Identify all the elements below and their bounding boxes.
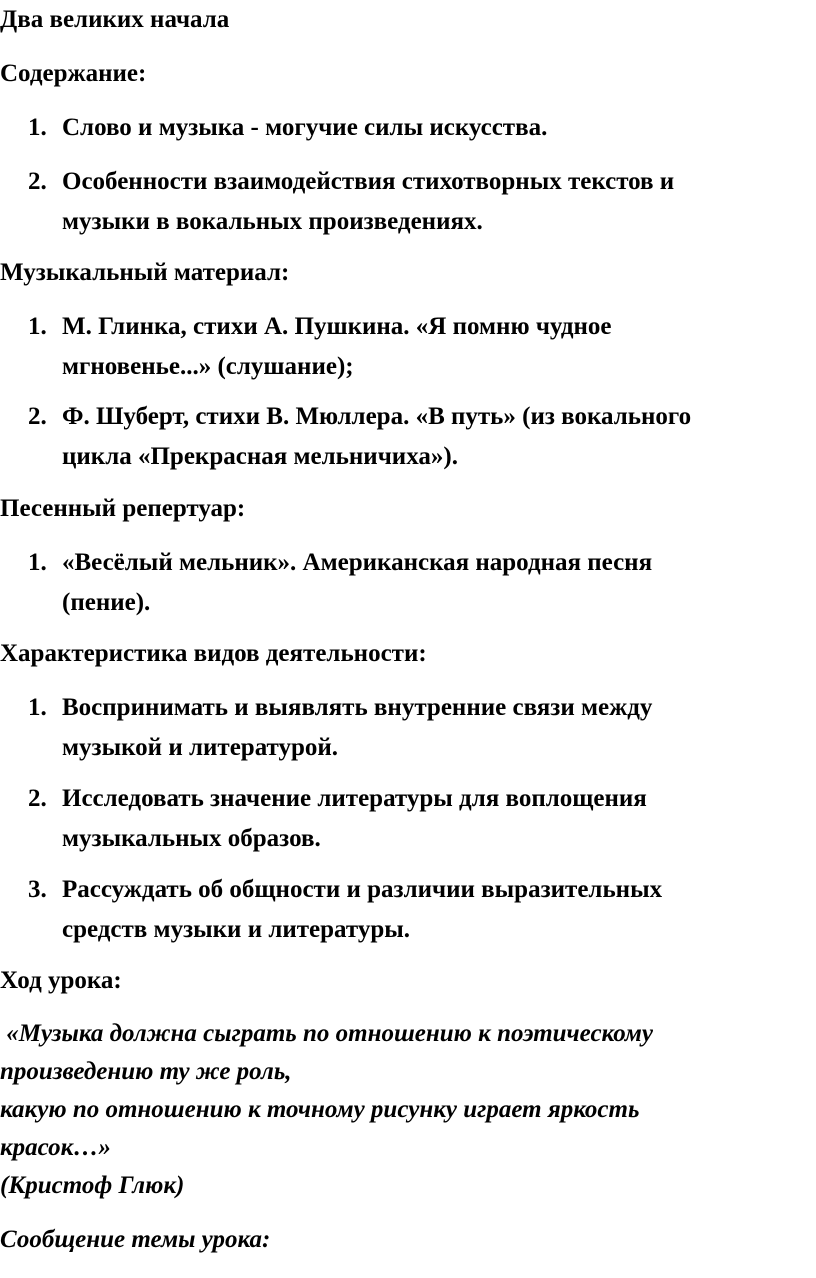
list-text: музыки в вокальных произведениях.	[62, 208, 483, 235]
list-text: Слово и музыка - могучие силы искусства.	[62, 114, 548, 141]
list-number: 2.	[28, 168, 47, 195]
list-text: Особенности взаимодействия стихотворных текстов и	[62, 168, 675, 195]
list-text: Исследовать значение литературы для воплощения	[62, 785, 647, 812]
document-title: Два великих начала	[0, 6, 230, 33]
list-number: 1.	[28, 694, 47, 721]
list-text: «Весёлый мельник». Американская народная песня	[62, 549, 653, 576]
epigraph-line: произведению ту же роль,	[0, 1058, 292, 1085]
list-number: 1.	[28, 549, 47, 576]
list-number: 3.	[28, 876, 47, 903]
activities-heading: Характеристика видов деятельности:	[0, 640, 427, 667]
list-number: 1.	[28, 114, 47, 141]
list-text: (пение).	[62, 589, 151, 616]
list-number: 2.	[28, 403, 47, 430]
list-text: Ф. Шуберт, стихи В. Мюллера. «В путь» (из вокального	[62, 403, 692, 430]
list-text: мгновенье...» (слушание);	[62, 353, 354, 380]
list-text: М. Глинка, стихи А. Пушкина. «Я помню чудное	[62, 313, 612, 340]
epigraph-line: красок…»	[0, 1134, 111, 1161]
repertoire-heading: Песенный репертуар:	[0, 495, 246, 522]
epigraph-author: (Кристоф Глюк)	[0, 1172, 185, 1199]
list-text: Рассуждать об общности и различии выразительных	[62, 876, 663, 903]
list-text: цикла «Прекрасная мельничиха»).	[62, 443, 458, 470]
list-number: 1.	[28, 313, 47, 340]
epigraph-line: «Музыка должна сыграть по отношению к поэтическому	[0, 1020, 654, 1047]
epigraph-line: какую по отношению к точному рисунку играет яркость	[0, 1096, 640, 1123]
list-text: музыкой и литературой.	[62, 734, 339, 761]
lesson-heading: Ход урока:	[0, 967, 122, 994]
list-text: музыкальных образов.	[62, 825, 321, 852]
list-text: средств музыки и литературы.	[62, 916, 411, 943]
list-text: Воспринимать и выявлять внутренние связи между	[62, 694, 653, 721]
material-heading: Музыкальный материал:	[0, 259, 290, 286]
topic-heading: Сообщение темы урока:	[0, 1226, 271, 1253]
list-number: 2.	[28, 785, 47, 812]
contents-heading: Содержание:	[0, 60, 147, 87]
